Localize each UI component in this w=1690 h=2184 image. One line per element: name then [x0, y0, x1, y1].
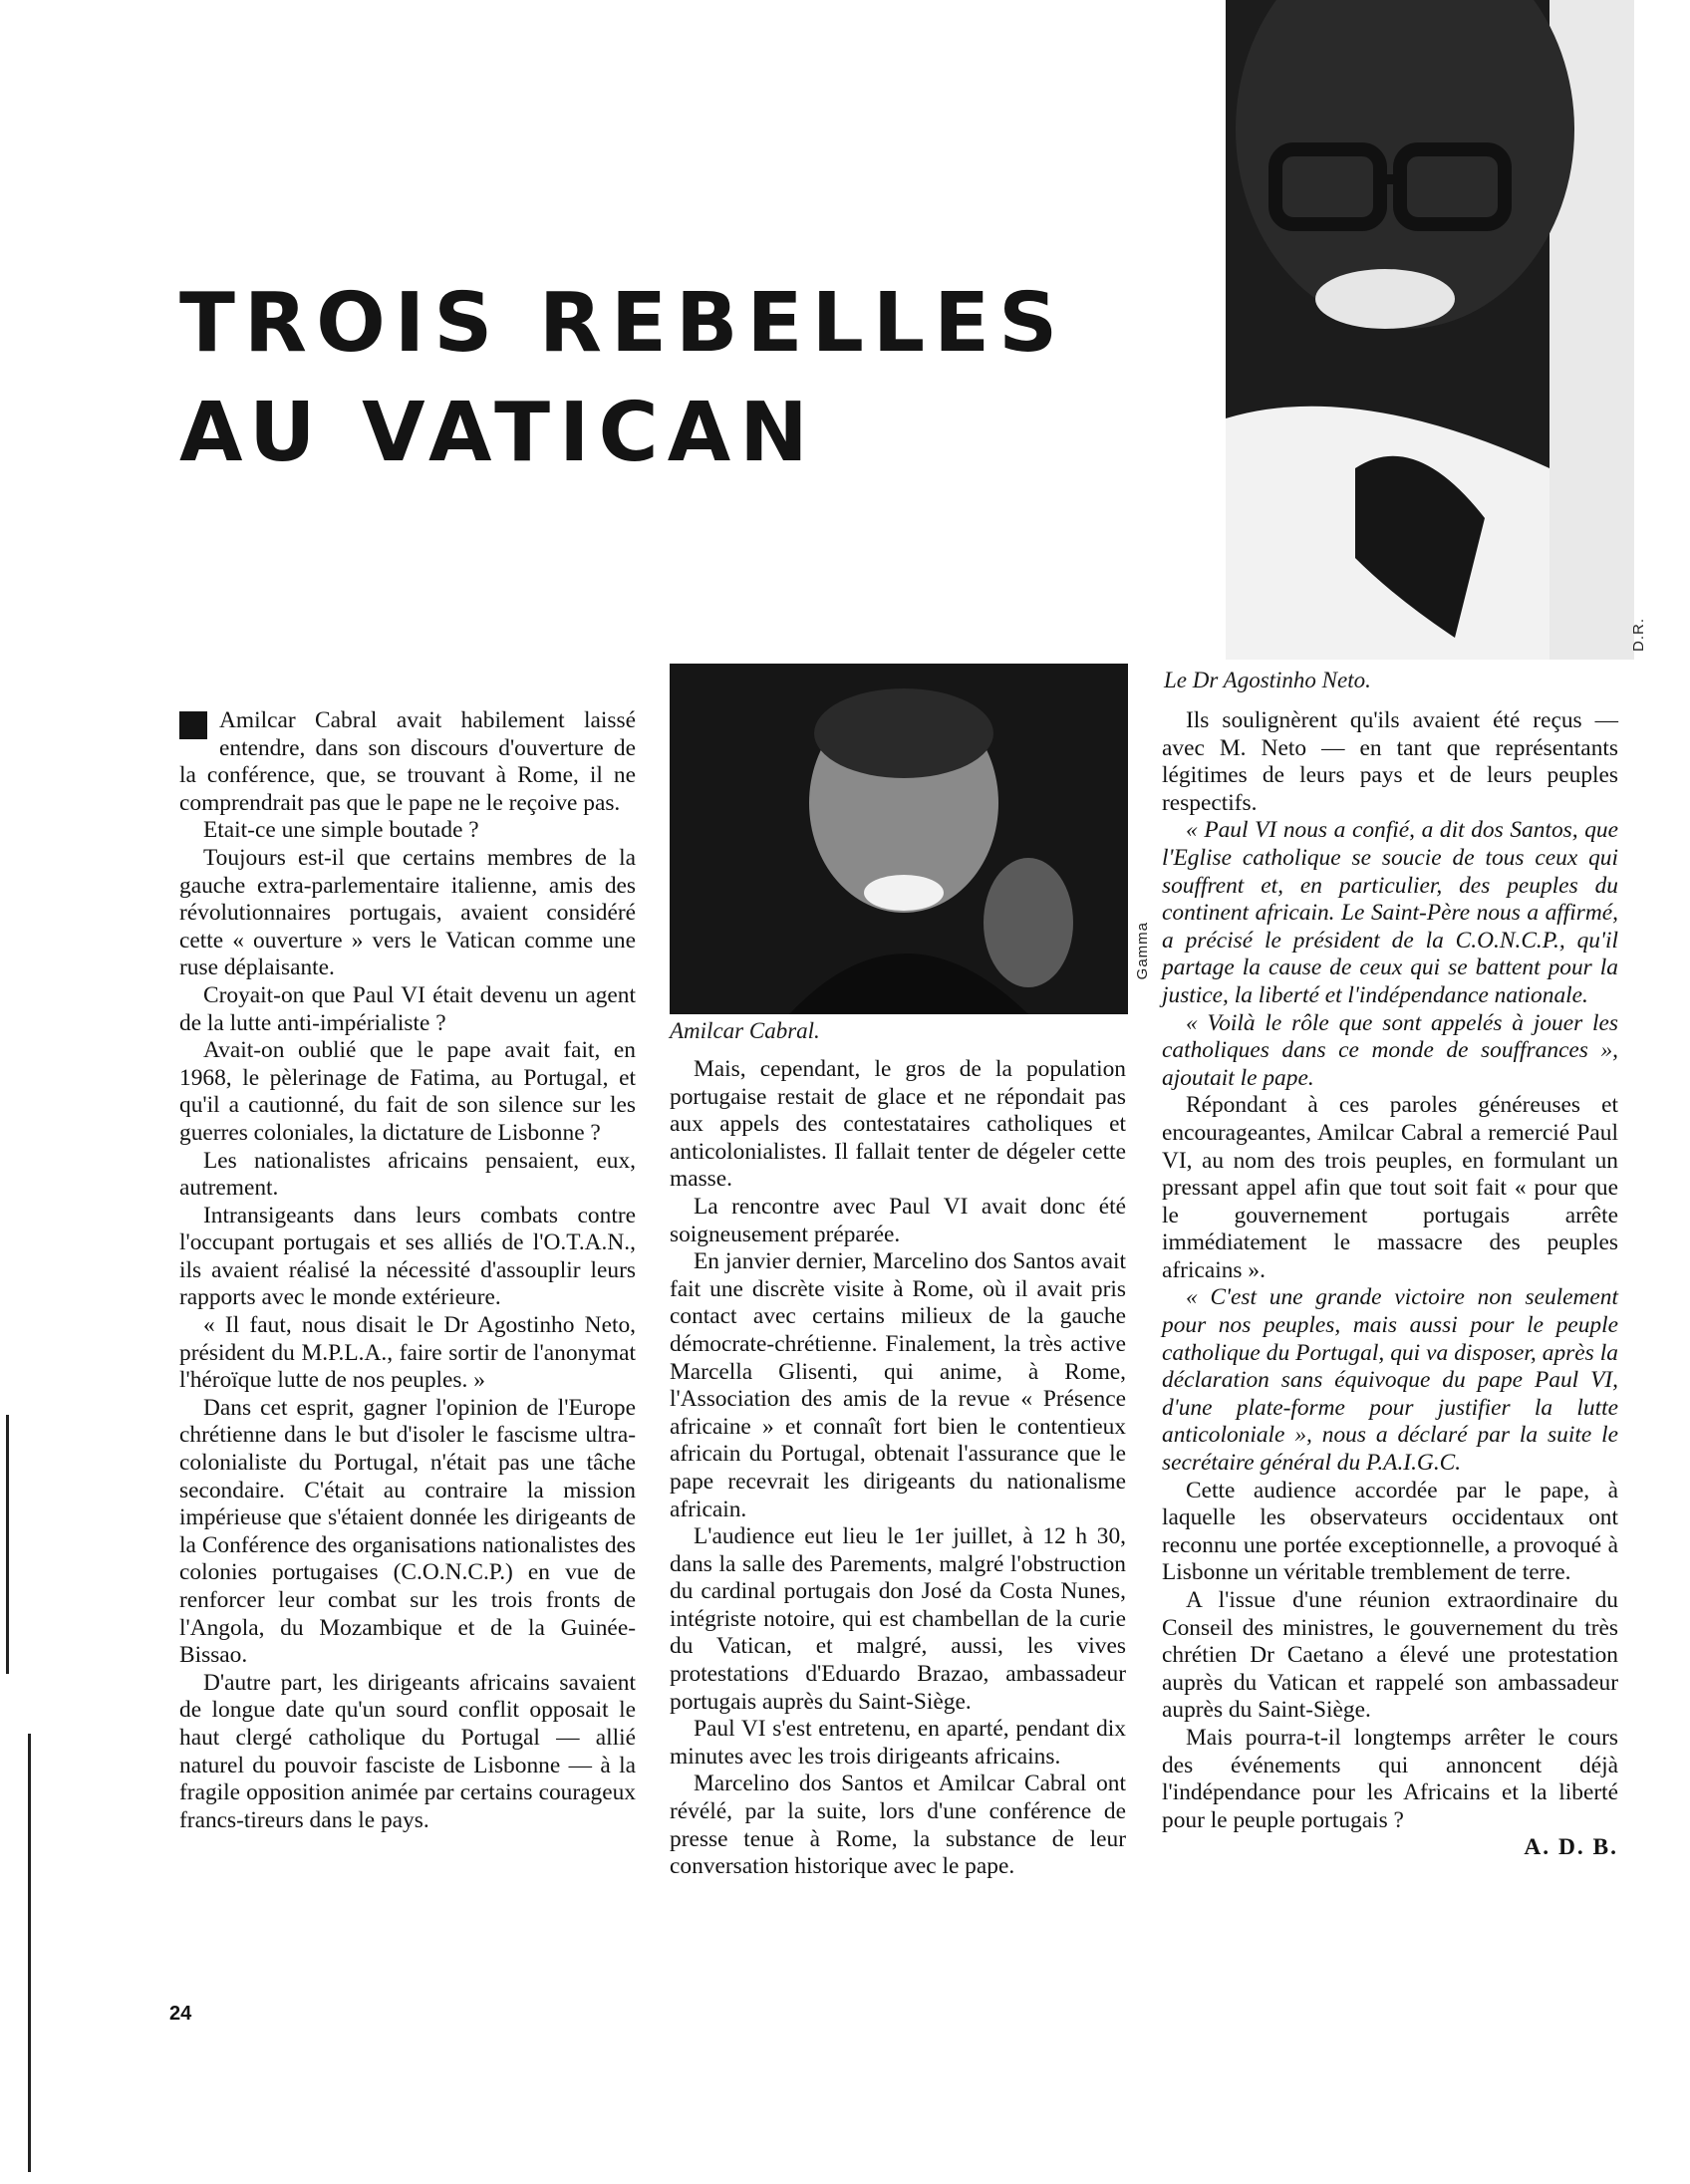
- cabral-photo-credit: Gamma: [1134, 922, 1151, 980]
- page-number: 24: [169, 2003, 192, 2025]
- article-title: [179, 269, 1066, 488]
- photo-agostinho-neto: [1156, 0, 1634, 660]
- paragraph: [179, 707, 636, 817]
- paragraph: Intransigeants dans leurs combats contre l'occupant portugais et ses alliés de l'O.T.A.N., ils avaient réalisé la nécessité d'assouplir leurs rapports avec le monde extérieure.: [179, 1202, 636, 1311]
- paragraph: « Il faut, nous disait le Dr Agostinho Neto, président du M.P.L.A., faire sortir de l'anonymat l'héroïque lutte de nos peuples. »: [179, 1312, 636, 1394]
- paragraph: Toujours est-il que certains membres de la gauche extra-parlementaire italienne, amis des révolutionnaires portugais, avaient considéré cette « ouverture » vers le Vatican comme une ruse déplaisante.: [179, 844, 636, 981]
- neto-photo-credit: D.R.: [1630, 618, 1647, 652]
- paragraph: Marcelino dos Santos et Amilcar Cabral ont révélé, par la suite, lors d'une conférence de presse tenue à Rome, la substance de leur conversation historique avec le pape.: [670, 1771, 1126, 1880]
- paragraph: Avait-on oublié que le pape avait fait, en 1968, le pèlerinage de Fatima, au Portugal, et qu'il a cautionné, du fait de son silence sur les guerres coloniales, la dictature de Lisbonne ?: [179, 1037, 636, 1146]
- paragraph: Etait-ce une simple boutade ?: [203, 817, 479, 844]
- portrait-neto-image: [1156, 0, 1634, 660]
- paragraph: En janvier dernier, Marcelino dos Santos avait fait une discrète visite à Rome, où il avait pris contact avec certains milieux de la gauche démocrate-chrétienne. Finalement, la très active Marcella Glisenti, qui anime, à Rome, l'Association des amis de la revue « Présence africaine » et connaît fort bien le contentieux africain du Portugal, obtenait l'assurance que le pape recevrait les dirigeants du nationalisme africain.: [670, 1248, 1126, 1522]
- photo-amilcar-cabral: [670, 664, 1128, 1014]
- paragraph: Ils soulignèrent qu'ils avaient été reçus — avec M. Neto — en tant que représentants légitimes de leurs pays et de leurs peuples respectifs.: [1162, 707, 1618, 816]
- article-column-right: [1162, 707, 1618, 1862]
- article-column-middle: [670, 1056, 1126, 1881]
- paragraph: La rencontre avec Paul VI avait donc été soigneusement préparée.: [670, 1193, 1126, 1247]
- paragraph: « C'est une grande victoire non seulement pour nos peuples, mais aussi pour le peuple catholique du Portugal, qui va disposer, après la déclaration sans équivoque du pape Paul VI, d'une plate-forme pour justifier la lutte anticoloniale », nous a déclaré par la suite le secrétaire général du P.A.I.G.C.: [1162, 1284, 1618, 1477]
- portrait-cabral-image: [670, 664, 1128, 1014]
- scan-margin-mark: [6, 1415, 9, 1674]
- paragraph: Dans cet esprit, gagner l'opinion de l'Europe chrétienne dans le but d'isoler le fascisme ultra-colonialiste du Portugal, n'était pas une tâche secondaire. C'était au contraire la mission impérieuse que s'étaient donnée les dirigeants de la Conférence des organisations nationalistes des colonies portugaises (C.O.N.C.P.) en vue de renforcer leur combat sur les trois fronts de l'Angola, du Mozambique et de la Guinée-Bissao.: [179, 1394, 636, 1669]
- paragraph: Cette audience accordée par le pape, à laquelle les observateurs occidentaux ont reconnu une portée exceptionnelle, a provoqué à Lisbonne un véritable tremblement de terre.: [1162, 1477, 1618, 1586]
- paragraph-text: Amilcar Cabral avait habilement laissé entendre, dans son discours d'ouverture de la conférence, que, se trouvant à Rome, il ne comprendrait pas que le pape ne le reçoive pas.: [179, 707, 636, 816]
- neto-photo-caption: Le Dr Agostinho Neto.: [1164, 668, 1371, 692]
- title-line-2: AU VATICAN: [179, 386, 817, 480]
- paragraph: « Voilà le rôle que sont appelés à jouer les catholiques dans ce monde de souffrances », ajoutait le pape.: [1162, 1009, 1618, 1091]
- paragraph: Paul VI s'est entretenu, en aparté, pendant dix minutes avec les trois dirigeants africains.: [670, 1716, 1126, 1770]
- paragraph: Mais pourra-t-il longtemps arrêter le cours des événements qui annoncent déjà l'indépendance pour les Africains et la liberté pour le peuple portugais ?: [1162, 1724, 1618, 1833]
- paragraph: Croyait-on que Paul VI était devenu un agent de la lutte anti-impérialiste ?: [179, 981, 636, 1036]
- paragraph: Répondant à ces paroles généreuses et encourageantes, Amilcar Cabral a remercié Paul VI, au nom des trois peuples, en formulant un pressant appel afin que tout soit fait « pour que le gouvernement portugais arrête immédiatement le massacre des peuples africains ».: [1162, 1092, 1618, 1283]
- cabral-photo-caption: Amilcar Cabral.: [670, 1018, 820, 1043]
- article-column-left: [179, 707, 636, 1834]
- paragraph: D'autre part, les dirigeants africains savaient de longue date qu'un sourd conflit opposait le haut clergé catholique du Portugal — allié naturel du pouvoir fasciste de Lisbonne — à la fragile opposition animée par certains courageux francs-tireurs dans le pays.: [179, 1669, 636, 1833]
- paragraph: A l'issue d'une réunion extraordinaire du Conseil des ministres, le gouvernement du très chrétien Dr Caetano a élevé une protestation auprès du Vatican et rappelé son ambassadeur auprès du Saint-Siège.: [1162, 1587, 1618, 1724]
- paragraph: L'audience eut lieu le 1er juillet, à 12 h 30, dans la salle des Parements, malgré l'obstruction du cardinal portugais don José da Costa Nunes, intégriste notoire, qui est chambellan de la curie du Vatican, et malgré, aussi, les vives protestations d'Eduardo Brazao, ambassadeur portugais auprès du Saint-Siège.: [670, 1523, 1126, 1715]
- paragraph: Mais, cependant, le gros de la population portugaise restait de glace et ne répondait pas aux appels des contestataires catholiques et anticolonialistes. Il fallait tenter de dégeler cette masse.: [670, 1056, 1126, 1193]
- paragraph: Les nationalistes africains pensaient, eux, autrement.: [179, 1147, 636, 1202]
- drop-block-marker: [179, 711, 207, 739]
- scan-margin-mark: [28, 1734, 31, 2172]
- title-line-1: TROIS REBELLES: [179, 276, 1067, 371]
- article-signature: A. D. B.: [1524, 1834, 1618, 1861]
- paragraph: « Paul VI nous a confié, a dit dos Santos, que l'Eglise catholique se soucie de tous ceux qui souffrent et, en particulier, des peuples du continent africain. Le Saint-Père nous a affirmé, a précisé le président de la C.O.N.C.P., qu'il partage la cause de ceux qui se battent pour la justice, la liberté et l'indépendance nationale.: [1162, 817, 1618, 1008]
